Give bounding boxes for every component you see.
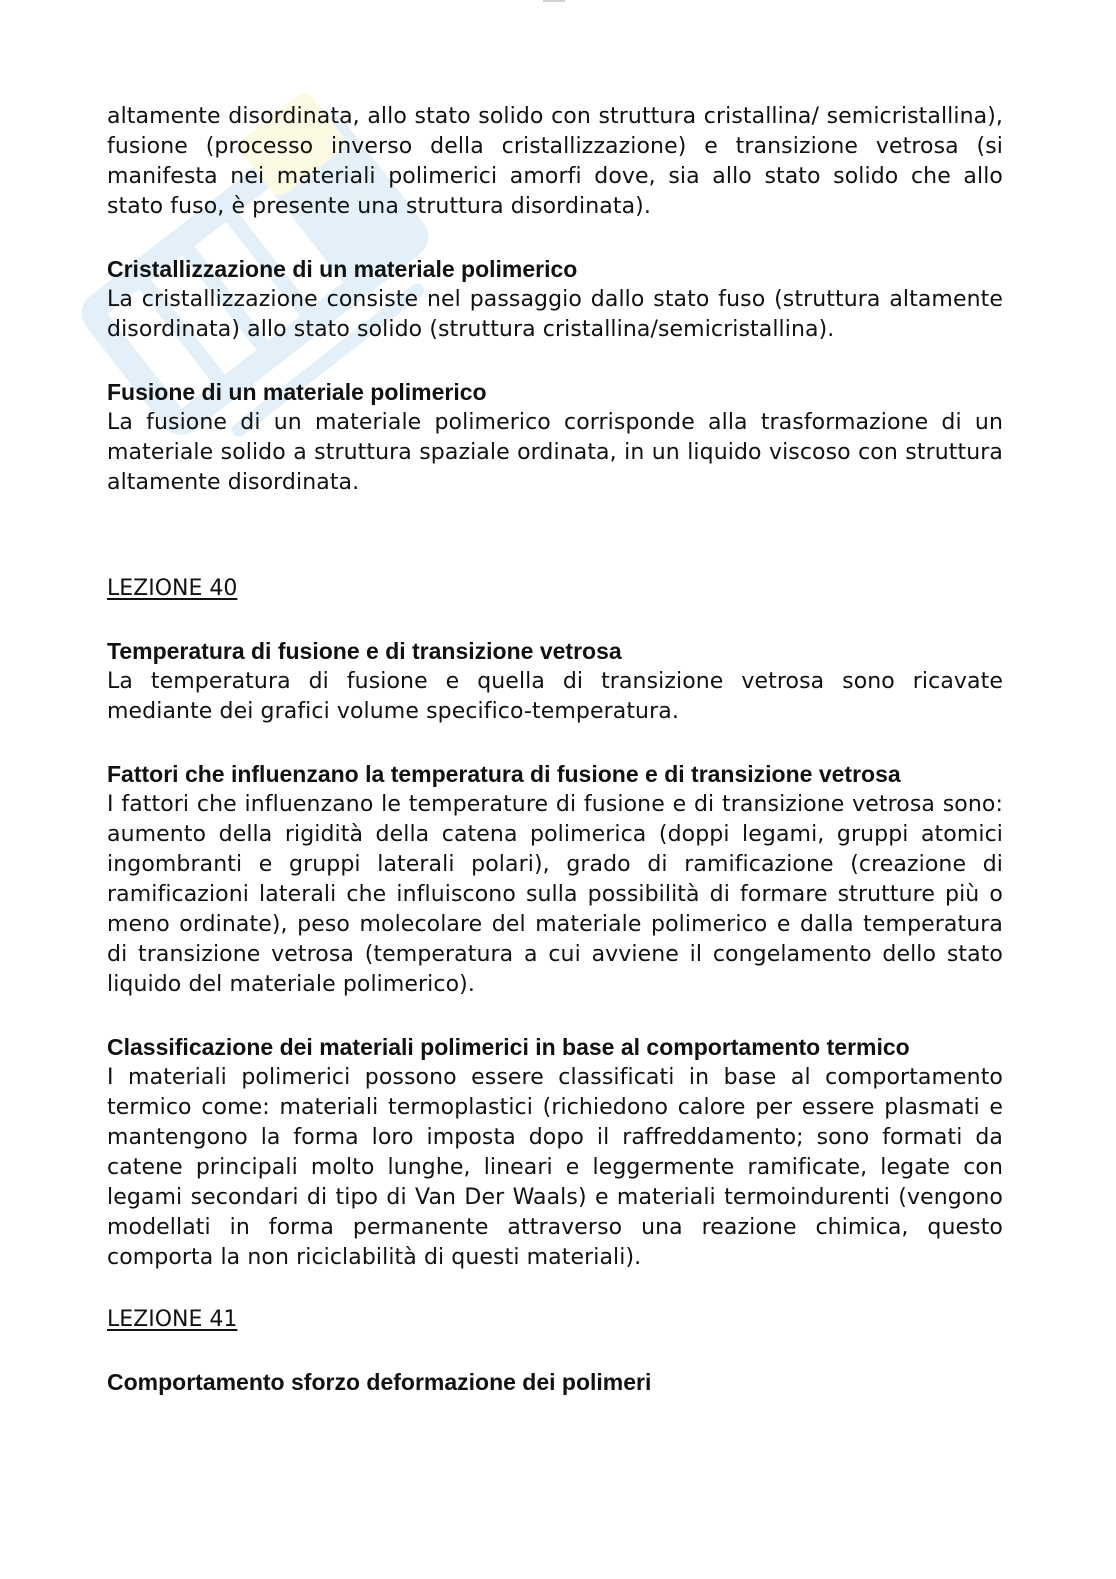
section-body-fattori: I fattori che influenzano le temperature di fusione e di transizione vetrosa sono: aumento della rigidità della catena polimerica (doppi legami, gruppi atomici ingombranti e gruppi laterali polari), grado di ramificazione (creazione di ramificazioni laterali che influiscono sulla possibilità di formare strutture più o meno ordinate), peso molecolare del materiale polimerico e dalla temperatura di transizione vetrosa (temperatura a cui avviene il congelamento dello stato liquido del materiale polimerico). xyxy=(107,792,1003,997)
section-heading-temperatura: Temperatura di fusione e di transizione vetrosa xyxy=(107,638,622,664)
lesson-40-title: LEZIONE 40 xyxy=(107,576,238,601)
section-heading-comportamento: Comportamento sforzo deformazione dei polimeri xyxy=(107,1369,652,1395)
section-heading-fattori: Fattori che influenzano la temperatura di fusione e di transizione vetrosa xyxy=(107,761,901,787)
document-content xyxy=(107,102,1003,1398)
section-body-temperatura: La temperatura di fusione e quella di transizione vetrosa sono ricavate mediante dei grafici volume specifico-temperatura. xyxy=(107,669,1003,724)
section-heading-classificazione: Classificazione dei materiali polimerici in base al comportamento termico xyxy=(107,1034,910,1060)
section-body-cristallizzazione: La cristallizzazione consiste nel passaggio dallo stato fuso (struttura altamente disordinata) allo stato solido (struttura cristallina/semicristallina). xyxy=(107,287,1003,342)
top-edge-mark xyxy=(543,0,565,2)
section-heading-fusione: Fusione di un materiale polimerico xyxy=(107,379,487,405)
section-body-classificazione: I materiali polimerici possono essere classificati in base al comportamento termico come: materiali termoplastici (richiedono calore per essere plasmati e mantengono la forma loro imposta dopo il raffreddamento; sono formati da catene principali molto lunghe, lineari e leggermente ramificate, legate con legami secondari di tipo di Van Der Waals) e materiali termoindurenti (vengono modellati in forma permanente attraverso una reazione chimica, questo comporta la non riciclabilità di questi materiali). xyxy=(107,1065,1003,1270)
section-body-fusione: La fusione di un materiale polimerico corrisponde alla trasformazione di un materiale solido a struttura spaziale ordinata, in un liquido viscoso con struttura altamente disordinata. xyxy=(107,410,1003,495)
intro-paragraph: altamente disordinata, allo stato solido con struttura cristallina/ semicristallina), fusione (processo inverso della cristallizzazione) e transizione vetrosa (si manifesta nei materiali polimerici amorfi dove, sia allo stato solido che allo stato fuso, è presente una struttura disordinata). xyxy=(107,104,1003,219)
lesson-41-title: LEZIONE 41 xyxy=(107,1307,238,1332)
section-heading-cristallizzazione: Cristallizzazione di un materiale polimerico xyxy=(107,256,578,282)
